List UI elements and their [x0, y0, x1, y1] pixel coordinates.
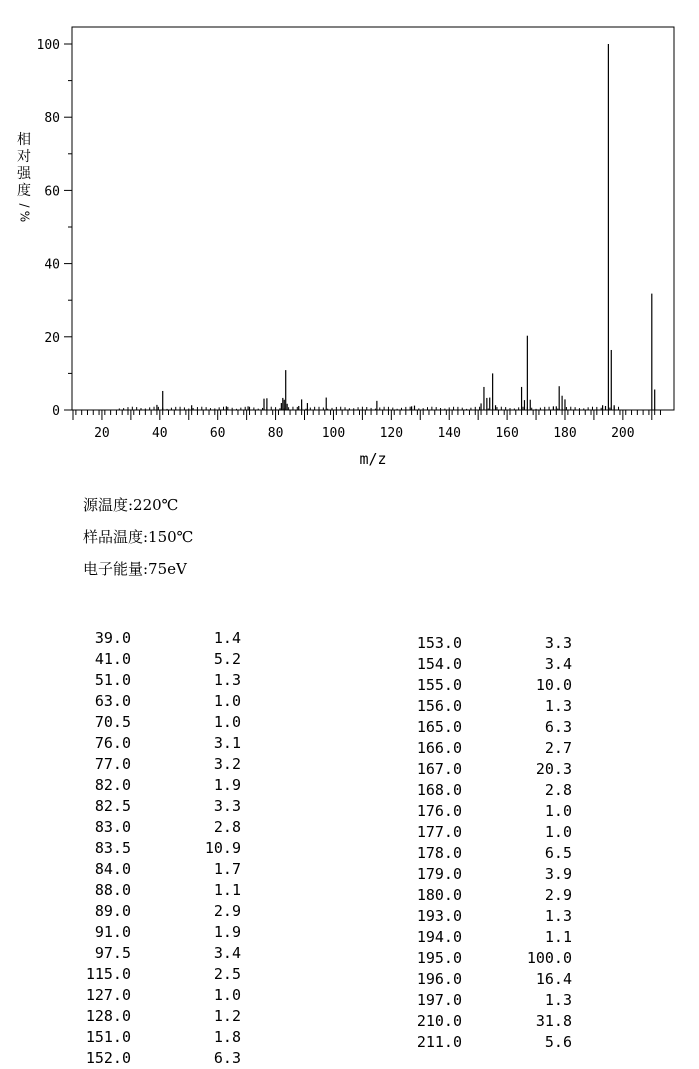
table-row — [380, 927, 640, 948]
mz-value: 196.0 — [416, 970, 462, 988]
intensity-value: 1.3 — [544, 991, 572, 1009]
table-row — [380, 1032, 640, 1053]
mz-value: 165.0 — [416, 718, 462, 736]
intensity-value: 6.3 — [213, 1049, 241, 1067]
mz-value: 84.0 — [94, 860, 131, 878]
mz-value: 83.5 — [94, 839, 131, 857]
intensity-value: 1.8 — [213, 1028, 241, 1046]
mz-value: 152.0 — [85, 1049, 131, 1067]
mz-value: 168.0 — [416, 781, 462, 799]
table-row — [0, 733, 260, 754]
table-row — [0, 1027, 260, 1048]
acquisition-conditions — [83, 494, 193, 590]
y-tick-label: 20 — [44, 330, 60, 346]
intensity-value: 3.3 — [544, 634, 572, 652]
y-tick-label: 60 — [44, 184, 60, 200]
intensity-value: 20.3 — [535, 760, 572, 778]
mz-value: 63.0 — [94, 692, 131, 710]
table-row — [380, 801, 640, 822]
source-temperature: 源温度:220℃ — [83, 496, 179, 514]
y-tick-label: 0 — [52, 404, 60, 419]
x-tick-label: 180 — [553, 426, 577, 441]
mz-value: 41.0 — [94, 650, 131, 668]
table-row — [380, 948, 640, 969]
table-row — [0, 1006, 260, 1027]
intensity-value: 3.9 — [544, 865, 572, 883]
y-axis-label — [14, 132, 34, 222]
table-row — [0, 901, 260, 922]
x-tick-label: 140 — [437, 426, 461, 441]
mass-spectrum-chart — [0, 0, 699, 480]
y-axis-ticks — [37, 38, 72, 419]
intensity-value: 2.5 — [213, 965, 241, 983]
intensity-value: 5.6 — [544, 1033, 572, 1051]
intensity-value: 100.0 — [526, 949, 572, 967]
mz-value: 193.0 — [416, 907, 462, 925]
y-axis-label-char: 度 — [17, 183, 31, 199]
table-row — [380, 675, 640, 696]
mz-value: 77.0 — [94, 755, 131, 773]
table-row — [380, 738, 640, 759]
table-row — [0, 754, 260, 775]
intensity-value: 1.3 — [544, 907, 572, 925]
mz-value: 210.0 — [416, 1012, 462, 1030]
electron-energy: 电子能量:75eV — [83, 560, 187, 578]
mz-value: 76.0 — [94, 734, 131, 752]
table-row — [380, 969, 640, 990]
intensity-value: 3.4 — [544, 655, 572, 673]
intensity-value: 31.8 — [535, 1012, 572, 1030]
y-axis-label-char: % — [17, 210, 32, 223]
table-row — [0, 712, 260, 733]
intensity-value: 3.3 — [213, 797, 241, 815]
intensity-value: 1.0 — [544, 823, 572, 841]
mz-value: 127.0 — [85, 986, 131, 1004]
intensity-value: 1.1 — [544, 928, 572, 946]
table-row — [0, 964, 260, 985]
y-tick-label: 80 — [44, 111, 60, 127]
mz-value: 197.0 — [416, 991, 462, 1009]
table-row — [0, 628, 260, 649]
x-axis-label: m/z — [359, 450, 387, 468]
intensity-value: 10.0 — [535, 676, 572, 694]
peak-table-right — [380, 633, 640, 1053]
x-tick-label: 60 — [209, 426, 226, 441]
table-row — [0, 1048, 260, 1069]
mz-value: 115.0 — [85, 965, 131, 983]
table-row — [380, 654, 640, 675]
table-row — [380, 885, 640, 906]
intensity-value: 3.1 — [213, 734, 241, 752]
table-row — [380, 864, 640, 885]
x-tick-label: 100 — [321, 426, 346, 441]
table-row — [0, 922, 260, 943]
intensity-value: 3.2 — [213, 755, 241, 773]
y-axis-label-char: 对 — [17, 149, 31, 165]
intensity-value: 2.8 — [213, 818, 241, 836]
table-row — [0, 649, 260, 670]
mz-value: 128.0 — [85, 1007, 131, 1025]
mz-value: 51.0 — [94, 671, 131, 689]
intensity-value: 10.9 — [204, 839, 241, 857]
mz-value: 97.5 — [94, 944, 131, 962]
x-tick-label: 20 — [94, 426, 110, 441]
intensity-value: 16.4 — [535, 970, 572, 988]
table-row — [380, 843, 640, 864]
mz-value: 91.0 — [94, 923, 131, 941]
mz-value: 166.0 — [416, 739, 462, 757]
intensity-value: 3.4 — [213, 944, 241, 962]
mz-value: 153.0 — [416, 634, 462, 652]
table-row — [380, 906, 640, 927]
peak-table-left — [0, 628, 260, 1069]
x-tick-label: 200 — [611, 426, 635, 441]
intensity-value: 2.9 — [213, 902, 241, 920]
table-row — [380, 1011, 640, 1032]
intensity-value: 1.0 — [544, 802, 572, 820]
intensity-value: 1.0 — [213, 713, 241, 731]
y-axis-label-char: 强 — [17, 166, 31, 182]
y-axis-label-char: 相 — [17, 132, 31, 148]
mz-value: 39.0 — [94, 629, 131, 647]
table-row — [0, 796, 260, 817]
table-row — [380, 822, 640, 843]
mz-value: 155.0 — [416, 676, 462, 694]
x-tick-label: 40 — [151, 426, 168, 441]
x-tick-label: 80 — [267, 426, 284, 441]
mz-value: 211.0 — [416, 1033, 462, 1051]
intensity-value: 6.3 — [544, 718, 572, 736]
mz-value: 180.0 — [416, 886, 462, 904]
table-row — [380, 717, 640, 738]
intensity-value: 1.9 — [213, 923, 241, 941]
table-row — [0, 691, 260, 712]
mz-value: 167.0 — [416, 760, 462, 778]
table-row — [0, 838, 260, 859]
peak-bars — [157, 44, 655, 410]
table-row — [0, 880, 260, 901]
mz-value: 179.0 — [416, 865, 462, 883]
table-row — [0, 859, 260, 880]
mz-value: 88.0 — [94, 881, 131, 899]
plot-frame — [72, 27, 674, 410]
table-row — [380, 990, 640, 1011]
table-row — [0, 943, 260, 964]
intensity-value: 1.4 — [213, 629, 241, 647]
intensity-value: 2.9 — [544, 886, 572, 904]
table-row — [380, 780, 640, 801]
intensity-value: 1.7 — [213, 860, 241, 878]
table-row — [0, 670, 260, 691]
sample-temperature: 样品温度:150℃ — [83, 528, 194, 546]
intensity-value: 1.3 — [544, 697, 572, 715]
mz-value: 82.0 — [94, 776, 131, 794]
x-axis-ticks — [73, 410, 660, 441]
mz-value: 177.0 — [416, 823, 462, 841]
y-tick-label: 100 — [36, 38, 60, 53]
x-tick-label: 120 — [379, 426, 404, 441]
table-row — [380, 633, 640, 654]
mz-value: 195.0 — [416, 949, 462, 967]
mz-value: 194.0 — [416, 928, 462, 946]
table-row — [380, 759, 640, 780]
intensity-value: 1.0 — [213, 986, 241, 1004]
mz-value: 70.5 — [94, 713, 131, 731]
intensity-value: 1.3 — [213, 671, 241, 689]
intensity-value: 1.0 — [213, 692, 241, 710]
intensity-value: 2.8 — [544, 781, 572, 799]
mz-value: 89.0 — [94, 902, 131, 920]
x-tick-label: 160 — [495, 426, 519, 441]
intensity-value: 1.9 — [213, 776, 241, 794]
mz-value: 156.0 — [416, 697, 462, 715]
mz-value: 151.0 — [85, 1028, 131, 1046]
intensity-value: 1.1 — [213, 881, 241, 899]
intensity-value: 5.2 — [213, 650, 241, 668]
intensity-value: 6.5 — [544, 844, 572, 862]
table-row — [380, 696, 640, 717]
table-row — [0, 775, 260, 796]
y-tick-label: 40 — [44, 257, 60, 273]
mz-value: 83.0 — [94, 818, 131, 836]
y-axis-label-char: / — [17, 203, 32, 208]
mz-value: 176.0 — [416, 802, 462, 820]
table-row — [0, 985, 260, 1006]
mz-value: 154.0 — [416, 655, 462, 673]
mz-value: 178.0 — [416, 844, 462, 862]
intensity-value: 2.7 — [544, 739, 572, 757]
table-row — [0, 817, 260, 838]
intensity-value: 1.2 — [213, 1007, 241, 1025]
mz-value: 82.5 — [94, 797, 131, 815]
